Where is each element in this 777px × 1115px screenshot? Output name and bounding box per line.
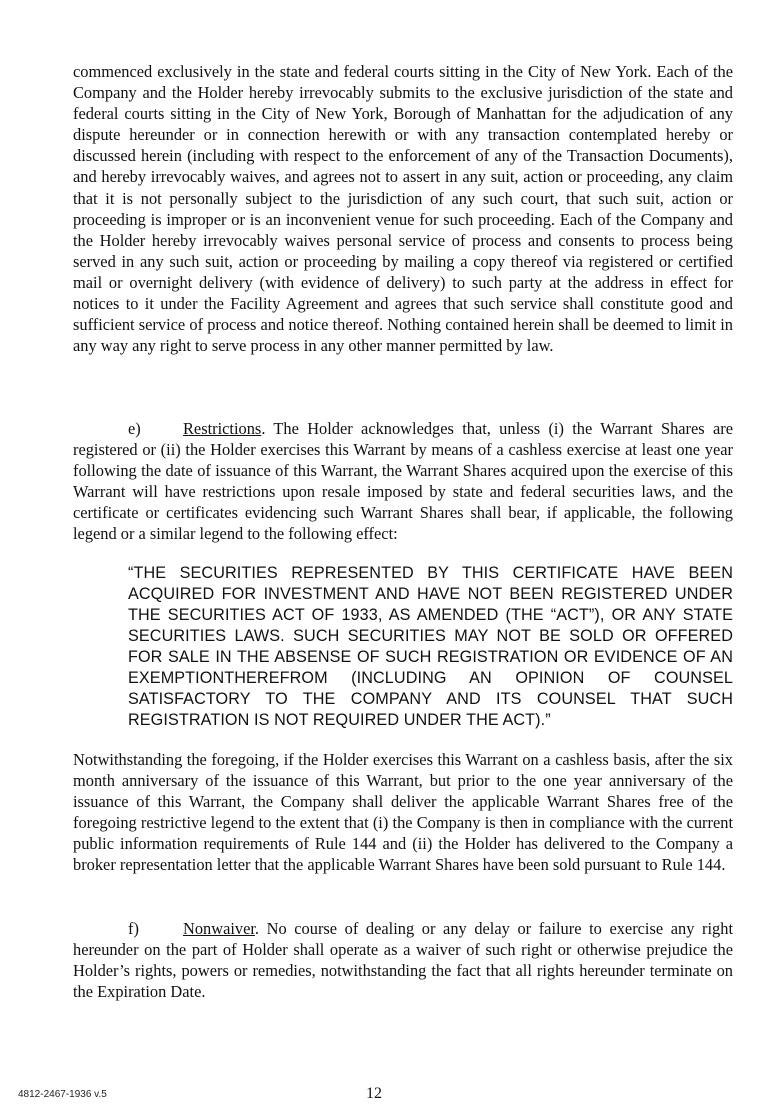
nonwaiver-text: . No course of dealing or any delay or failure to exercise any right hereunder on the part of Holder shall operate as a waiver of such right or otherwise prejudice the Holder’s rights, powers or remedies, notwithstanding the fact that all rights hereunder terminate on the Expiration Date. [73,919,733,1002]
restrictions-text: . The Holder acknowledges that, unless (i) the Warrant Shares are registered or (ii) the Holder exercises this Warrant by means of a cashless exercise at least one year following the date of issuance of this Warrant, the Warrant Shares acquired upon the exercise of this Warrant will have restrictions upon resale imposed by state and federal securities laws, and the certificate or certificates evidencing such Warrant Shares shall bear, if applicable, the following legend or a similar legend to the following effect: [73,419,733,544]
paragraph-nonwaiver [73,918,733,1002]
document-id: 4812-2467-1936 v.5 [18,1089,107,1100]
paragraph-jurisdiction: commenced exclusively in the state and federal courts sitting in the City of New York. Each of the Company and the Holder hereby irrevocably submits to the exclusive jurisdiction of the state and federal courts sitting in the City of New York, Borough of Manhattan for the adjudication of any dispute hereunder or in connection herewith or with any transaction contemplated hereby or discussed herein (including with respect to the enforcement of any of the Transaction Documents), and hereby irrevocably waives, and agrees not to assert in any suit, action or proceeding, any claim that it is not personally subject to the jurisdiction of any such court, that such suit, action or proceeding is improper or is an inconvenient venue for such proceeding. Each of the Company and the Holder hereby irrevocably waives personal service of process and consents to process being served in any such suit, action or proceeding by mailing a copy thereof via registered or certified mail or overnight delivery (with evidence of delivery) to such party at the address in effect for notices to it under the Facility Agreement and agrees that such service shall constitute good and sufficient service of process and notice thereof. Nothing contained herein shall be deemed to limit in any way any right to serve process in any other manner permitted by law. [73,62,733,356]
section-label-f: f) [128,919,139,938]
page-number: 12 [366,1085,382,1102]
section-label-e: e) [128,419,141,438]
section-heading-restrictions: Restrictions [183,419,262,438]
paragraph-notwithstanding: Notwithstanding the foregoing, if the Holder exercises this Warrant on a cashless basis, after the six month anniversary of the issuance of this Warrant, but prior to the one year anniversary of the issuance of this Warrant, the Company shall deliver the applicable Warrant Shares free of the foregoing restrictive legend to the extent that (i) the Company is then in compliance with the current public information requirements of Rule 144 and (ii) the Holder has delivered to the Company a broker representation letter that the applicable Warrant Shares have been sold pursuant to Rule 144. [73,750,733,875]
securities-legend: “THE SECURITIES REPRESENTED BY THIS CERTIFICATE HAVE BEEN ACQUIRED FOR INVESTMENT AND HAVE NOT BEEN REGISTERED UNDER THE SECURITIES ACT OF 1933, AS AMENDED (THE “ACT”), OR ANY STATE SECURITIES LAWS. SUCH SECURITIES MAY NOT BE SOLD OR OFFERED FOR SALE IN THE ABSENSE OF SUCH REGISTRATION OR EVIDENCE OF AN EXEMPTIONTHEREFROM (INCLUDING AN OPINION OF COUNSEL SATISFACTORY TO THE COMPANY AND ITS COUNSEL THAT SUCH REGISTRATION IS NOT REQUIRED UNDER THE ACT).” [128,564,733,729]
section-heading-nonwaiver: Nonwaiver [183,919,255,938]
paragraph-restrictions [73,418,733,545]
